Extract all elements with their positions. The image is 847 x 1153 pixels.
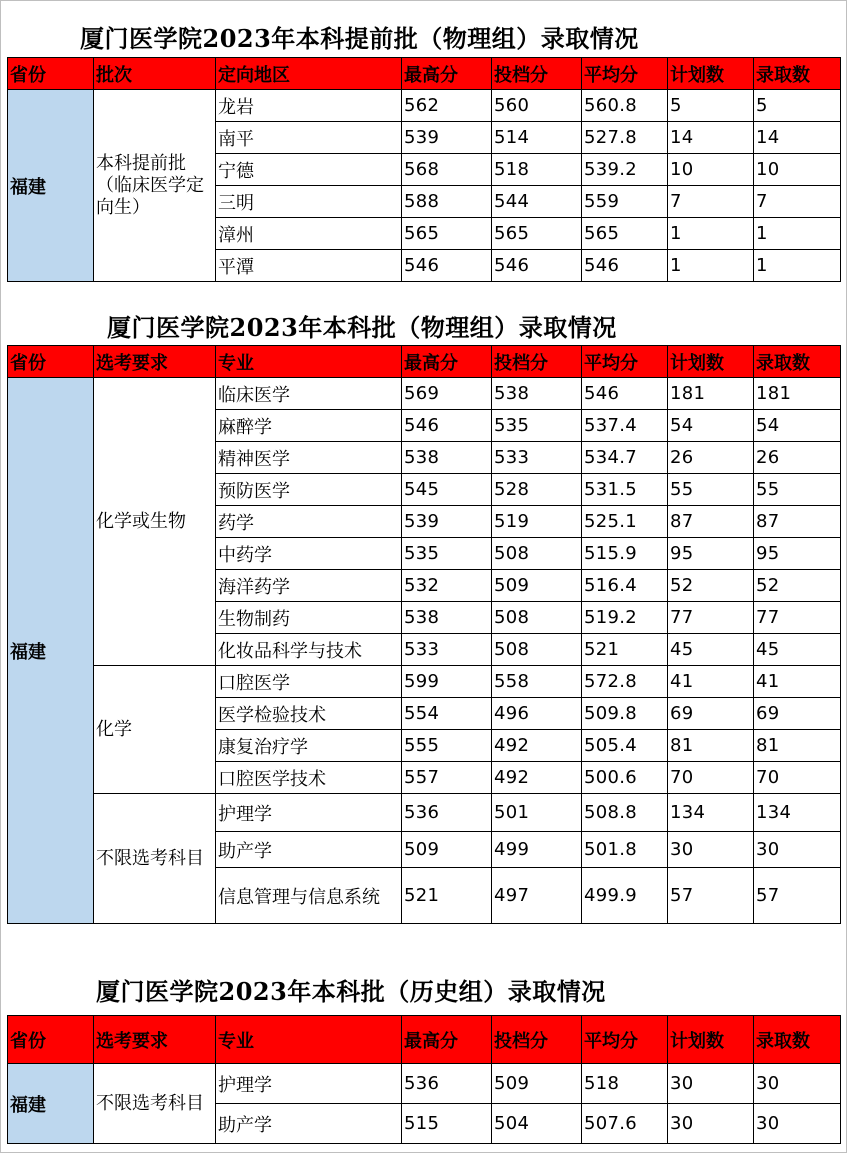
avg-score-cell: 546 bbox=[582, 378, 668, 410]
avg-score-cell: 527.8 bbox=[582, 122, 668, 154]
max-score-cell: 555 bbox=[402, 730, 492, 762]
cutoff-score-cell: 509 bbox=[492, 1064, 582, 1104]
region-cell: 南平 bbox=[216, 122, 402, 154]
header-cell: 投档分 bbox=[492, 58, 582, 90]
major-cell: 麻醉学 bbox=[216, 410, 402, 442]
header-cell: 专业 bbox=[216, 346, 402, 378]
plan-count-cell: 1 bbox=[668, 218, 754, 250]
plan-count-cell: 45 bbox=[668, 634, 754, 666]
section-title: 厦门医学院2023年本科批（物理组）录取情况 bbox=[107, 313, 617, 342]
major-cell: 信息管理与信息系统 bbox=[216, 868, 402, 924]
major-cell: 护理学 bbox=[216, 794, 402, 832]
table-row bbox=[8, 1064, 841, 1104]
max-score-cell: 521 bbox=[402, 868, 492, 924]
admit-count-cell: 1 bbox=[754, 218, 841, 250]
avg-score-cell: 516.4 bbox=[582, 570, 668, 602]
cutoff-score-cell: 528 bbox=[492, 474, 582, 506]
max-score-cell: 532 bbox=[402, 570, 492, 602]
avg-score-cell: 560.8 bbox=[582, 90, 668, 122]
max-score-cell: 538 bbox=[402, 442, 492, 474]
cutoff-score-cell: 558 bbox=[492, 666, 582, 698]
avg-score-cell: 534.7 bbox=[582, 442, 668, 474]
max-score-cell: 538 bbox=[402, 602, 492, 634]
region-cell: 漳州 bbox=[216, 218, 402, 250]
plan-count-cell: 87 bbox=[668, 506, 754, 538]
header-cell: 计划数 bbox=[668, 346, 754, 378]
header-cell: 平均分 bbox=[582, 346, 668, 378]
region-cell: 三明 bbox=[216, 186, 402, 218]
max-score-cell: 546 bbox=[402, 410, 492, 442]
max-score-cell: 539 bbox=[402, 122, 492, 154]
admit-count-cell: 54 bbox=[754, 410, 841, 442]
major-cell: 助产学 bbox=[216, 832, 402, 868]
admission-table-regular-history bbox=[7, 1015, 841, 1144]
admit-count-cell: 69 bbox=[754, 698, 841, 730]
cutoff-score-cell: 514 bbox=[492, 122, 582, 154]
header-cell: 录取数 bbox=[754, 58, 841, 90]
max-score-cell: 536 bbox=[402, 1064, 492, 1104]
plan-count-cell: 55 bbox=[668, 474, 754, 506]
table-row bbox=[8, 90, 841, 122]
avg-score-cell: 507.6 bbox=[582, 1104, 668, 1144]
major-cell: 化妆品科学与技术 bbox=[216, 634, 402, 666]
major-cell: 助产学 bbox=[216, 1104, 402, 1144]
admit-count-cell: 41 bbox=[754, 666, 841, 698]
plan-count-cell: 54 bbox=[668, 410, 754, 442]
plan-count-cell: 69 bbox=[668, 698, 754, 730]
province-cell: 福建 bbox=[8, 378, 94, 924]
admit-count-cell: 30 bbox=[754, 1104, 841, 1144]
max-score-cell: 533 bbox=[402, 634, 492, 666]
avg-score-cell: 505.4 bbox=[582, 730, 668, 762]
header-cell: 选考要求 bbox=[94, 346, 216, 378]
header-cell: 计划数 bbox=[668, 58, 754, 90]
avg-score-cell: 565 bbox=[582, 218, 668, 250]
cutoff-score-cell: 508 bbox=[492, 634, 582, 666]
subject-requirement-cell: 化学 bbox=[94, 666, 216, 794]
plan-count-cell: 70 bbox=[668, 762, 754, 794]
header-cell: 计划数 bbox=[668, 1016, 754, 1064]
admit-count-cell: 181 bbox=[754, 378, 841, 410]
major-cell: 精神医学 bbox=[216, 442, 402, 474]
cutoff-score-cell: 496 bbox=[492, 698, 582, 730]
admit-count-cell: 45 bbox=[754, 634, 841, 666]
plan-count-cell: 57 bbox=[668, 868, 754, 924]
province-cell: 福建 bbox=[8, 90, 94, 282]
header-cell: 批次 bbox=[94, 58, 216, 90]
admit-count-cell: 57 bbox=[754, 868, 841, 924]
plan-count-cell: 1 bbox=[668, 250, 754, 282]
region-cell: 宁德 bbox=[216, 154, 402, 186]
cutoff-score-cell: 508 bbox=[492, 602, 582, 634]
max-score-cell: 535 bbox=[402, 538, 492, 570]
plan-count-cell: 134 bbox=[668, 794, 754, 832]
max-score-cell: 557 bbox=[402, 762, 492, 794]
header-cell: 最高分 bbox=[402, 1016, 492, 1064]
avg-score-cell: 521 bbox=[582, 634, 668, 666]
cutoff-score-cell: 560 bbox=[492, 90, 582, 122]
admit-count-cell: 70 bbox=[754, 762, 841, 794]
major-cell: 口腔医学技术 bbox=[216, 762, 402, 794]
cutoff-score-cell: 504 bbox=[492, 1104, 582, 1144]
avg-score-cell: 525.1 bbox=[582, 506, 668, 538]
cutoff-score-cell: 518 bbox=[492, 154, 582, 186]
admit-count-cell: 30 bbox=[754, 1064, 841, 1104]
plan-count-cell: 30 bbox=[668, 1104, 754, 1144]
admit-count-cell: 87 bbox=[754, 506, 841, 538]
admit-count-cell: 7 bbox=[754, 186, 841, 218]
avg-score-cell: 546 bbox=[582, 250, 668, 282]
cutoff-score-cell: 497 bbox=[492, 868, 582, 924]
header-cell: 录取数 bbox=[754, 1016, 841, 1064]
max-score-cell: 545 bbox=[402, 474, 492, 506]
cutoff-score-cell: 546 bbox=[492, 250, 582, 282]
subject-requirement-cell: 化学或生物 bbox=[94, 378, 216, 666]
max-score-cell: 568 bbox=[402, 154, 492, 186]
admit-count-cell: 77 bbox=[754, 602, 841, 634]
max-score-cell: 536 bbox=[402, 794, 492, 832]
avg-score-cell: 501.8 bbox=[582, 832, 668, 868]
admit-count-cell: 134 bbox=[754, 794, 841, 832]
max-score-cell: 569 bbox=[402, 378, 492, 410]
cutoff-score-cell: 501 bbox=[492, 794, 582, 832]
max-score-cell: 565 bbox=[402, 218, 492, 250]
avg-score-cell: 531.5 bbox=[582, 474, 668, 506]
plan-count-cell: 95 bbox=[668, 538, 754, 570]
plan-count-cell: 30 bbox=[668, 832, 754, 868]
max-score-cell: 515 bbox=[402, 1104, 492, 1144]
avg-score-cell: 518 bbox=[582, 1064, 668, 1104]
plan-count-cell: 41 bbox=[668, 666, 754, 698]
header-cell: 平均分 bbox=[582, 58, 668, 90]
admit-count-cell: 14 bbox=[754, 122, 841, 154]
subject-requirement-cell: 不限选考科目 bbox=[94, 794, 216, 924]
admit-count-cell: 5 bbox=[754, 90, 841, 122]
plan-count-cell: 7 bbox=[668, 186, 754, 218]
header-cell: 最高分 bbox=[402, 346, 492, 378]
region-cell: 龙岩 bbox=[216, 90, 402, 122]
table-row bbox=[8, 378, 841, 410]
plan-count-cell: 77 bbox=[668, 602, 754, 634]
avg-score-cell: 572.8 bbox=[582, 666, 668, 698]
header-cell: 最高分 bbox=[402, 58, 492, 90]
avg-score-cell: 539.2 bbox=[582, 154, 668, 186]
section-title: 厦门医学院2023年本科提前批（物理组）录取情况 bbox=[80, 24, 639, 53]
avg-score-cell: 509.8 bbox=[582, 698, 668, 730]
admit-count-cell: 95 bbox=[754, 538, 841, 570]
cutoff-score-cell: 509 bbox=[492, 570, 582, 602]
major-cell: 医学检验技术 bbox=[216, 698, 402, 730]
header-cell: 省份 bbox=[8, 346, 94, 378]
admit-count-cell: 26 bbox=[754, 442, 841, 474]
admit-count-cell: 81 bbox=[754, 730, 841, 762]
major-cell: 康复治疗学 bbox=[216, 730, 402, 762]
admit-count-cell: 10 bbox=[754, 154, 841, 186]
header-cell: 省份 bbox=[8, 1016, 94, 1064]
avg-score-cell: 499.9 bbox=[582, 868, 668, 924]
header-cell: 录取数 bbox=[754, 346, 841, 378]
header-cell: 专业 bbox=[216, 1016, 402, 1064]
header-cell: 选考要求 bbox=[94, 1016, 216, 1064]
avg-score-cell: 559 bbox=[582, 186, 668, 218]
province-cell: 福建 bbox=[8, 1064, 94, 1144]
admit-count-cell: 55 bbox=[754, 474, 841, 506]
plan-count-cell: 10 bbox=[668, 154, 754, 186]
admission-table-early-physics bbox=[7, 57, 841, 282]
table-row bbox=[8, 794, 841, 832]
subject-requirement-cell: 不限选考科目 bbox=[94, 1064, 216, 1144]
table-row bbox=[8, 666, 841, 698]
header-cell: 平均分 bbox=[582, 1016, 668, 1064]
admit-count-cell: 52 bbox=[754, 570, 841, 602]
section-title: 厦门医学院2023年本科批（历史组）录取情况 bbox=[96, 977, 606, 1006]
header-cell: 省份 bbox=[8, 58, 94, 90]
admit-count-cell: 1 bbox=[754, 250, 841, 282]
avg-score-cell: 515.9 bbox=[582, 538, 668, 570]
table-header-row bbox=[8, 1016, 841, 1064]
cutoff-score-cell: 508 bbox=[492, 538, 582, 570]
cutoff-score-cell: 565 bbox=[492, 218, 582, 250]
max-score-cell: 599 bbox=[402, 666, 492, 698]
header-cell: 投档分 bbox=[492, 1016, 582, 1064]
plan-count-cell: 30 bbox=[668, 1064, 754, 1104]
major-cell: 海洋药学 bbox=[216, 570, 402, 602]
major-cell: 生物制药 bbox=[216, 602, 402, 634]
cutoff-score-cell: 492 bbox=[492, 730, 582, 762]
admit-count-cell: 30 bbox=[754, 832, 841, 868]
max-score-cell: 509 bbox=[402, 832, 492, 868]
max-score-cell: 554 bbox=[402, 698, 492, 730]
admission-table-regular-physics bbox=[7, 345, 841, 924]
cutoff-score-cell: 533 bbox=[492, 442, 582, 474]
plan-count-cell: 52 bbox=[668, 570, 754, 602]
major-cell: 预防医学 bbox=[216, 474, 402, 506]
major-cell: 护理学 bbox=[216, 1064, 402, 1104]
max-score-cell: 539 bbox=[402, 506, 492, 538]
header-cell: 定向地区 bbox=[216, 58, 402, 90]
avg-score-cell: 537.4 bbox=[582, 410, 668, 442]
major-cell: 口腔医学 bbox=[216, 666, 402, 698]
cutoff-score-cell: 519 bbox=[492, 506, 582, 538]
cutoff-score-cell: 538 bbox=[492, 378, 582, 410]
cutoff-score-cell: 544 bbox=[492, 186, 582, 218]
table-header-row bbox=[8, 58, 841, 90]
header-cell: 投档分 bbox=[492, 346, 582, 378]
cutoff-score-cell: 499 bbox=[492, 832, 582, 868]
cutoff-score-cell: 535 bbox=[492, 410, 582, 442]
avg-score-cell: 508.8 bbox=[582, 794, 668, 832]
table-header-row bbox=[8, 346, 841, 378]
avg-score-cell: 519.2 bbox=[582, 602, 668, 634]
plan-count-cell: 181 bbox=[668, 378, 754, 410]
plan-count-cell: 14 bbox=[668, 122, 754, 154]
batch-cell: 本科提前批（临床医学定向生） bbox=[94, 90, 216, 282]
max-score-cell: 562 bbox=[402, 90, 492, 122]
max-score-cell: 546 bbox=[402, 250, 492, 282]
major-cell: 中药学 bbox=[216, 538, 402, 570]
avg-score-cell: 500.6 bbox=[582, 762, 668, 794]
plan-count-cell: 26 bbox=[668, 442, 754, 474]
major-cell: 药学 bbox=[216, 506, 402, 538]
max-score-cell: 588 bbox=[402, 186, 492, 218]
cutoff-score-cell: 492 bbox=[492, 762, 582, 794]
major-cell: 临床医学 bbox=[216, 378, 402, 410]
plan-count-cell: 81 bbox=[668, 730, 754, 762]
plan-count-cell: 5 bbox=[668, 90, 754, 122]
region-cell: 平潭 bbox=[216, 250, 402, 282]
